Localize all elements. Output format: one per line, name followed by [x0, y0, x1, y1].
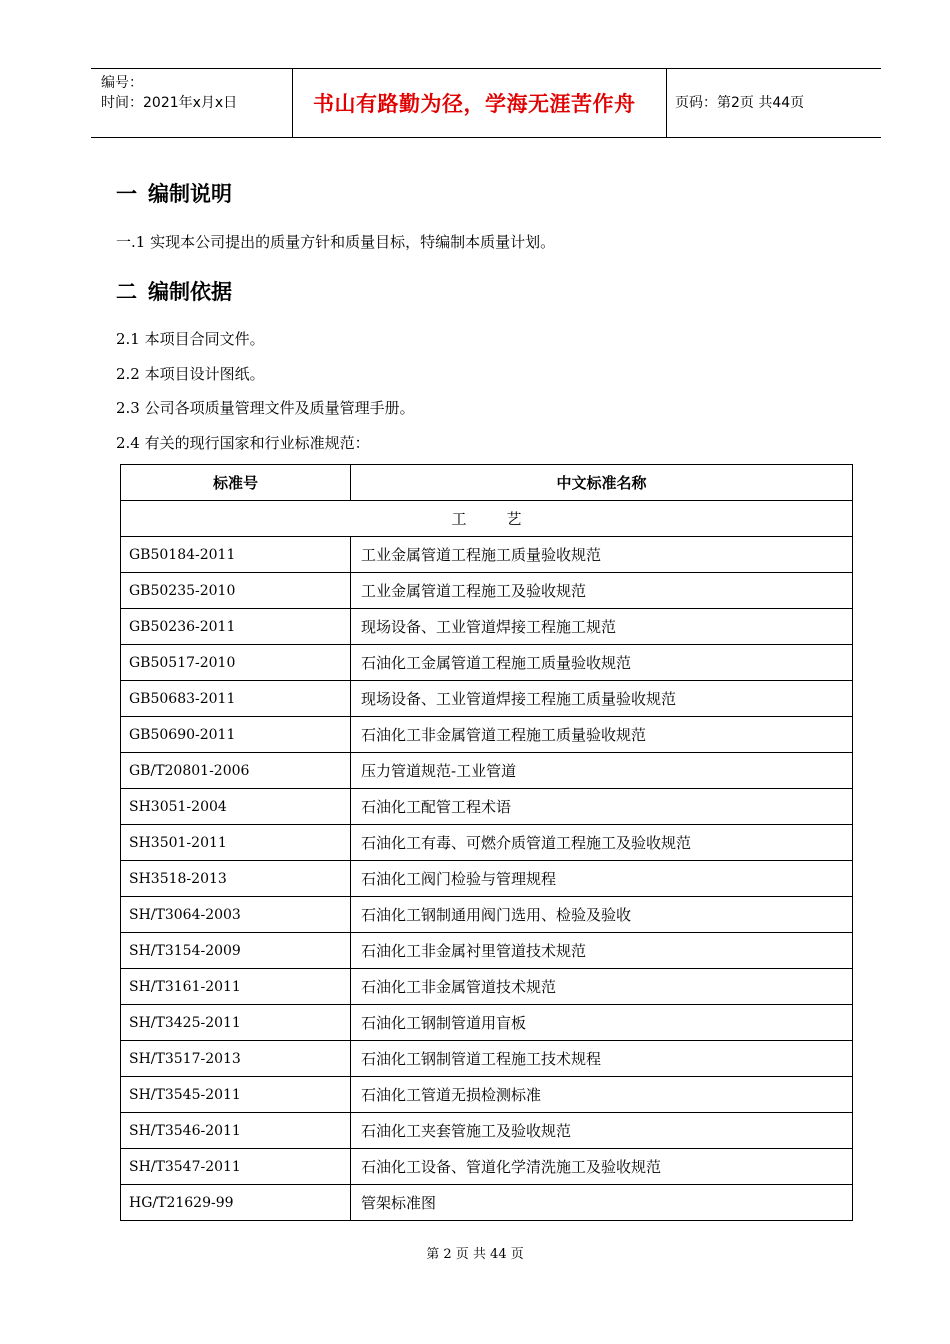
- table-row: [121, 1077, 853, 1113]
- header-divider: [666, 69, 667, 137]
- standard-code: GB/T20801-2006: [121, 753, 351, 789]
- standard-code: GB50236-2011: [121, 609, 351, 645]
- table-row: [121, 789, 853, 825]
- standard-name: 工业金属管道工程施工及验收规范: [351, 573, 853, 609]
- standard-name: 石油化工配管工程术语: [351, 789, 853, 825]
- standard-code: SH/T3517-2013: [121, 1041, 351, 1077]
- standard-name: 石油化工钢制通用阀门选用、检验及验收: [351, 897, 853, 933]
- standard-code: GB50690-2011: [121, 717, 351, 753]
- standard-name: 石油化工非金属管道工程施工质量验收规范: [351, 717, 853, 753]
- standard-name: 石油化工钢制管道工程施工技术规程: [351, 1041, 853, 1077]
- section-title: 编制说明: [148, 182, 232, 206]
- standard-code: SH/T3547-2011: [121, 1149, 351, 1185]
- standard-name: 石油化工非金属衬里管道技术规范: [351, 933, 853, 969]
- category-row: [121, 501, 853, 537]
- standard-code: SH/T3161-2011: [121, 969, 351, 1005]
- table-row: [121, 1113, 853, 1149]
- table-row: [121, 1005, 853, 1041]
- standard-name: 石油化工钢制管道用盲板: [351, 1005, 853, 1041]
- table-row: [121, 753, 853, 789]
- paragraph: 2.3 公司各项质量管理文件及质量管理手册。: [116, 399, 415, 417]
- page-header: [91, 68, 881, 138]
- table-row: [121, 861, 853, 897]
- table-header-row: [121, 465, 853, 501]
- section-heading: [116, 278, 232, 306]
- header-divider: [292, 69, 293, 137]
- header-motto: 书山有路勤为径，学海无涯苦作舟: [313, 92, 636, 116]
- header-page-label: 页码：第2页 共44页: [675, 95, 805, 111]
- standard-name: 石油化工管道无损检测标准: [351, 1077, 853, 1113]
- column-header-name: 中文标准名称: [351, 465, 853, 501]
- standard-name: 石油化工金属管道工程施工质量验收规范: [351, 645, 853, 681]
- table-row: [121, 1041, 853, 1077]
- table-row: [121, 897, 853, 933]
- standard-name: 现场设备、工业管道焊接工程施工质量验收规范: [351, 681, 853, 717]
- section-number: 一: [116, 182, 137, 206]
- table-row: [121, 1185, 853, 1221]
- standard-code: SH3501-2011: [121, 825, 351, 861]
- table-row: [121, 609, 853, 645]
- table-row: [121, 933, 853, 969]
- table-row: [121, 681, 853, 717]
- table-row: [121, 825, 853, 861]
- standard-code: SH3051-2004: [121, 789, 351, 825]
- standard-code: HG/T21629-99: [121, 1185, 351, 1221]
- section-number: 二: [116, 280, 137, 304]
- table-row: [121, 969, 853, 1005]
- header-meta: [101, 73, 237, 113]
- paragraph: 2.1 本项目合同文件。: [116, 330, 265, 348]
- page-footer: 第 2 页 共 44 页: [426, 1247, 524, 1262]
- standard-name: 石油化工有毒、可燃介质管道工程施工及验收规范: [351, 825, 853, 861]
- standard-code: GB50517-2010: [121, 645, 351, 681]
- standard-code: SH/T3064-2003: [121, 897, 351, 933]
- standard-name: 石油化工设备、管道化学清洗施工及验收规范: [351, 1149, 853, 1185]
- standard-name: 石油化工非金属管道技术规范: [351, 969, 853, 1005]
- standard-code: SH/T3545-2011: [121, 1077, 351, 1113]
- paragraph: 2.4 有关的现行国家和行业标准规范：: [116, 434, 370, 452]
- column-header-code: 标准号: [121, 465, 351, 501]
- standard-code: SH/T3154-2009: [121, 933, 351, 969]
- standard-code: GB50683-2011: [121, 681, 351, 717]
- table-row: [121, 573, 853, 609]
- paragraph: 2.2 本项目设计图纸。: [116, 365, 265, 383]
- standard-name: 管架标准图: [351, 1185, 853, 1221]
- standard-code: GB50235-2010: [121, 573, 351, 609]
- standard-name: 石油化工夹套管施工及验收规范: [351, 1113, 853, 1149]
- standard-name: 现场设备、工业管道焊接工程施工规范: [351, 609, 853, 645]
- paragraph: 一.1 实现本公司提出的质量方针和质量目标，特编制本质量计划。: [116, 233, 556, 251]
- section-title: 编制依据: [148, 280, 232, 304]
- table-row: [121, 1149, 853, 1185]
- table-row: [121, 717, 853, 753]
- standard-code: GB50184-2011: [121, 537, 351, 573]
- standard-name: 工业金属管道工程施工质量验收规范: [351, 537, 853, 573]
- section-heading: [116, 180, 232, 208]
- code-label: 编号：: [101, 75, 143, 91]
- time-label: 时间：2021年x月x日: [101, 95, 238, 111]
- standard-name: 压力管道规范-工业管道: [351, 753, 853, 789]
- standards-table: [120, 464, 853, 1221]
- standard-code: SH3518-2013: [121, 861, 351, 897]
- standard-code: SH/T3425-2011: [121, 1005, 351, 1041]
- standard-code: SH/T3546-2011: [121, 1113, 351, 1149]
- standard-name: 石油化工阀门检验与管理规程: [351, 861, 853, 897]
- table-row: [121, 645, 853, 681]
- category-label: 工艺: [121, 501, 853, 537]
- table-row: [121, 537, 853, 573]
